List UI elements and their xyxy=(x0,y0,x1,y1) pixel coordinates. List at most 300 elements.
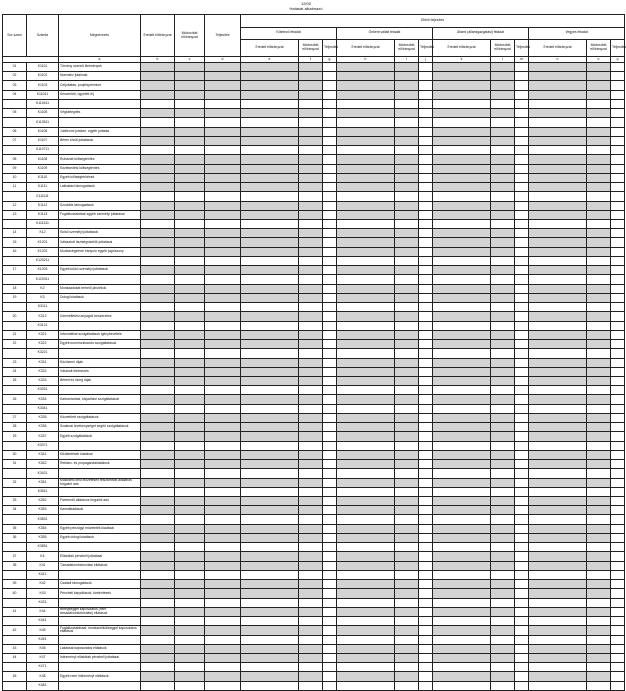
value-cell xyxy=(241,219,299,228)
value-cell xyxy=(419,376,433,385)
table-row xyxy=(3,99,625,108)
value-cell xyxy=(587,118,611,127)
value-cell xyxy=(419,229,433,238)
value-cell xyxy=(299,367,323,376)
value-cell xyxy=(241,487,299,496)
row-number xyxy=(3,635,27,644)
value-cell xyxy=(241,386,299,395)
value-cell xyxy=(529,63,587,72)
value-cell xyxy=(529,99,587,108)
header-group-3: Állami (államigazgatási) feladat xyxy=(433,27,529,40)
value-cell xyxy=(141,580,175,589)
value-cell xyxy=(337,367,395,376)
value-cell xyxy=(241,413,299,422)
value-cell xyxy=(395,136,419,145)
value-cell xyxy=(515,349,529,358)
value-cell xyxy=(611,617,625,626)
row-name: Normatív jutalmak xyxy=(59,72,141,81)
row-number: 16 xyxy=(3,247,27,256)
row-number xyxy=(3,515,27,524)
value-cell xyxy=(491,524,515,533)
value-cell xyxy=(299,127,323,136)
row-name: Egyéb szolgáltatások xyxy=(59,432,141,441)
value-cell xyxy=(205,533,241,542)
value-cell xyxy=(395,219,419,228)
value-cell xyxy=(175,580,205,589)
value-cell xyxy=(299,487,323,496)
row-code: K1101 xyxy=(27,63,59,72)
value-cell xyxy=(323,136,337,145)
value-cell xyxy=(323,487,337,496)
header-sub-sub-b: Módosított előirányzat xyxy=(587,40,611,57)
value-cell xyxy=(587,681,611,690)
value-cell xyxy=(395,367,419,376)
value-cell xyxy=(587,580,611,589)
value-cell xyxy=(419,432,433,441)
value-cell xyxy=(205,515,241,524)
value-cell xyxy=(515,303,529,312)
value-cell xyxy=(299,340,323,349)
value-cell xyxy=(515,617,529,626)
value-cell xyxy=(395,561,419,570)
value-cell xyxy=(141,506,175,515)
value-cell xyxy=(205,109,241,118)
row-name: Lakással kapcsolatos ellátások xyxy=(59,644,141,653)
value-cell xyxy=(491,90,515,99)
value-cell xyxy=(587,183,611,192)
value-cell xyxy=(205,644,241,653)
row-name: Kiküldetések kiadásai xyxy=(59,450,141,459)
value-cell xyxy=(395,423,419,432)
value-cell xyxy=(515,367,529,376)
value-cell xyxy=(299,312,323,321)
value-cell xyxy=(299,654,323,663)
value-cell xyxy=(433,229,491,238)
value-cell xyxy=(241,395,299,404)
value-cell xyxy=(395,478,419,487)
table-row xyxy=(3,423,625,432)
value-cell xyxy=(529,155,587,164)
value-cell xyxy=(433,349,491,358)
value-cell xyxy=(205,672,241,681)
row-name: Bérleti és lízing díjak xyxy=(59,376,141,385)
value-cell xyxy=(323,515,337,524)
row-name: Szakmai tevékenységet segítő szolgáltatások xyxy=(59,423,141,432)
value-cell xyxy=(395,626,419,635)
value-cell xyxy=(529,275,587,284)
row-number xyxy=(3,219,27,228)
value-cell xyxy=(529,146,587,155)
value-cell xyxy=(433,469,491,478)
value-cell xyxy=(141,321,175,330)
value-cell xyxy=(515,561,529,570)
value-cell xyxy=(205,441,241,450)
table-row xyxy=(3,543,625,552)
value-cell xyxy=(175,663,205,672)
value-cell xyxy=(395,109,419,118)
row-name xyxy=(59,99,141,108)
row-number: 44 xyxy=(3,654,27,663)
value-cell xyxy=(515,607,529,616)
value-cell xyxy=(433,219,491,228)
table-row xyxy=(3,284,625,293)
value-cell xyxy=(323,340,337,349)
value-cell xyxy=(433,386,491,395)
value-cell xyxy=(433,580,491,589)
value-cell xyxy=(395,395,419,404)
value-cell xyxy=(515,146,529,155)
row-code: K1202 xyxy=(27,247,59,256)
value-cell xyxy=(395,607,419,616)
value-cell xyxy=(395,118,419,127)
value-cell xyxy=(529,127,587,136)
table-row xyxy=(3,469,625,478)
value-cell xyxy=(433,275,491,284)
value-cell xyxy=(337,72,395,81)
value-cell xyxy=(491,266,515,275)
value-cell xyxy=(515,275,529,284)
table-row xyxy=(3,617,625,626)
value-cell xyxy=(175,395,205,404)
value-cell xyxy=(141,681,175,690)
row-number: 39 xyxy=(3,580,27,589)
value-cell xyxy=(299,146,323,155)
value-cell xyxy=(395,681,419,690)
value-cell xyxy=(241,330,299,339)
value-cell xyxy=(529,681,587,690)
value-cell xyxy=(175,524,205,533)
value-cell xyxy=(323,127,337,136)
value-cell xyxy=(337,275,395,284)
value-cell xyxy=(141,109,175,118)
row-number xyxy=(3,99,27,108)
value-cell xyxy=(337,247,395,256)
row-code: K1113 xyxy=(27,210,59,219)
value-cell xyxy=(419,210,433,219)
value-cell xyxy=(299,90,323,99)
row-name xyxy=(59,543,141,552)
value-cell xyxy=(515,423,529,432)
value-cell xyxy=(175,127,205,136)
value-cell xyxy=(529,543,587,552)
row-name: Dologi kiadások xyxy=(59,293,141,302)
value-cell xyxy=(529,312,587,321)
row-code: K336 xyxy=(27,423,59,432)
value-cell xyxy=(175,146,205,155)
value-cell xyxy=(205,275,241,284)
value-cell xyxy=(515,376,529,385)
value-cell xyxy=(299,256,323,265)
row-name xyxy=(59,219,141,228)
value-cell xyxy=(491,386,515,395)
value-cell xyxy=(175,183,205,192)
value-cell xyxy=(175,376,205,385)
value-cell xyxy=(611,570,625,579)
table-row xyxy=(3,570,625,579)
value-cell xyxy=(337,561,395,570)
value-cell xyxy=(323,275,337,284)
value-cell xyxy=(529,266,587,275)
value-cell xyxy=(395,672,419,681)
value-cell xyxy=(491,552,515,561)
value-cell xyxy=(241,681,299,690)
value-cell xyxy=(515,63,529,72)
value-cell xyxy=(337,644,395,653)
row-code: K110711 xyxy=(27,146,59,155)
value-cell xyxy=(337,395,395,404)
value-cell xyxy=(175,515,205,524)
value-cell xyxy=(611,349,625,358)
row-name: Munkaadókat terhelő járulékok xyxy=(59,284,141,293)
value-cell xyxy=(299,423,323,432)
value-cell xyxy=(323,607,337,616)
value-cell xyxy=(323,432,337,441)
value-cell xyxy=(587,321,611,330)
table-row xyxy=(3,183,625,192)
value-cell xyxy=(323,469,337,478)
value-cell xyxy=(175,275,205,284)
value-cell xyxy=(419,247,433,256)
table-row xyxy=(3,515,625,524)
value-cell xyxy=(587,570,611,579)
row-code: K337 xyxy=(27,432,59,441)
value-cell xyxy=(337,552,395,561)
value-cell xyxy=(395,432,419,441)
value-cell xyxy=(205,469,241,478)
value-cell xyxy=(299,173,323,182)
value-cell xyxy=(529,441,587,450)
table-row xyxy=(3,330,625,339)
value-cell xyxy=(611,450,625,459)
value-cell xyxy=(587,330,611,339)
value-cell xyxy=(337,487,395,496)
value-cell xyxy=(141,607,175,616)
value-cell xyxy=(419,192,433,201)
value-cell xyxy=(587,72,611,81)
value-cell xyxy=(419,487,433,496)
value-cell xyxy=(205,210,241,219)
value-cell xyxy=(323,404,337,413)
row-code: K471 xyxy=(27,663,59,672)
value-cell xyxy=(175,460,205,469)
value-cell xyxy=(205,561,241,570)
value-cell xyxy=(205,423,241,432)
value-cell xyxy=(515,395,529,404)
row-name: Közvetített szolgáltatások xyxy=(59,413,141,422)
header-sub-sub-a: Eredeti előirányzat xyxy=(433,40,491,57)
value-cell xyxy=(241,284,299,293)
row-name: Közlekedési költségtérítés xyxy=(59,164,141,173)
value-cell xyxy=(175,561,205,570)
value-cell xyxy=(433,312,491,321)
value-cell xyxy=(587,497,611,506)
value-cell xyxy=(141,386,175,395)
value-cell xyxy=(205,552,241,561)
row-name: Jubileumi jutalom, egyéb juttatás xyxy=(59,127,141,136)
column-index: j xyxy=(419,57,433,63)
value-cell xyxy=(205,497,241,506)
value-cell xyxy=(175,598,205,607)
value-cell xyxy=(141,626,175,635)
row-code: K321 xyxy=(27,330,59,339)
value-cell xyxy=(337,533,395,542)
value-cell xyxy=(515,136,529,145)
value-cell xyxy=(141,219,175,228)
row-number xyxy=(3,275,27,284)
table-row xyxy=(3,256,625,265)
value-cell xyxy=(515,164,529,173)
value-cell xyxy=(323,303,337,312)
value-cell xyxy=(299,570,323,579)
value-cell xyxy=(419,173,433,182)
value-cell xyxy=(515,450,529,459)
report-titles xyxy=(0,1,612,11)
value-cell xyxy=(515,219,529,228)
value-cell xyxy=(419,617,433,626)
row-name: Működési célú előzetesen felszámított általános forgalmi adó xyxy=(59,478,141,487)
value-cell xyxy=(395,192,419,201)
row-number: 27 xyxy=(3,413,27,422)
value-cell xyxy=(433,617,491,626)
value-cell xyxy=(299,681,323,690)
value-cell xyxy=(529,423,587,432)
table-row xyxy=(3,654,625,663)
value-cell xyxy=(241,303,299,312)
value-cell xyxy=(611,367,625,376)
value-cell xyxy=(587,136,611,145)
value-cell xyxy=(491,626,515,635)
header-sub-sub-c: Teljesítés xyxy=(611,40,625,57)
row-number: 26 xyxy=(3,395,27,404)
value-cell xyxy=(141,164,175,173)
table-row xyxy=(3,386,625,395)
value-cell xyxy=(205,617,241,626)
row-name: Egyéb dologi kiadások xyxy=(59,533,141,542)
value-cell xyxy=(175,284,205,293)
value-cell xyxy=(205,146,241,155)
value-cell xyxy=(611,164,625,173)
value-cell xyxy=(241,423,299,432)
row-code: K47 xyxy=(27,654,59,663)
value-cell xyxy=(205,524,241,533)
value-cell xyxy=(395,266,419,275)
value-cell xyxy=(587,192,611,201)
value-cell xyxy=(395,570,419,579)
value-cell xyxy=(611,201,625,210)
value-cell xyxy=(337,404,395,413)
value-cell xyxy=(491,81,515,90)
value-cell xyxy=(491,238,515,247)
row-name: Ellátottak pénzbeli juttatásai xyxy=(59,552,141,561)
value-cell xyxy=(241,497,299,506)
table-row xyxy=(3,63,625,72)
value-cell xyxy=(587,155,611,164)
value-cell xyxy=(529,598,587,607)
value-cell xyxy=(419,303,433,312)
row-code: K332 xyxy=(27,367,59,376)
row-number xyxy=(3,192,27,201)
report-subtitle: Hatását alkalmazó xyxy=(289,6,323,11)
value-cell xyxy=(395,340,419,349)
value-cell xyxy=(395,358,419,367)
value-cell xyxy=(299,118,323,127)
value-cell xyxy=(587,644,611,653)
value-cell xyxy=(419,533,433,542)
value-cell xyxy=(175,247,205,256)
value-cell xyxy=(433,524,491,533)
value-cell xyxy=(611,533,625,542)
value-cell xyxy=(323,238,337,247)
row-code: K1108 xyxy=(27,155,59,164)
value-cell xyxy=(205,321,241,330)
value-cell xyxy=(611,99,625,108)
value-cell xyxy=(515,109,529,118)
value-cell xyxy=(337,340,395,349)
value-cell xyxy=(515,210,529,219)
value-cell xyxy=(433,90,491,99)
value-cell xyxy=(241,210,299,219)
row-number xyxy=(3,543,27,552)
value-cell xyxy=(491,460,515,469)
value-cell xyxy=(241,81,299,90)
row-code: K3511 xyxy=(27,487,59,496)
value-cell xyxy=(323,63,337,72)
value-cell xyxy=(529,580,587,589)
value-cell xyxy=(587,607,611,616)
value-cell xyxy=(141,284,175,293)
value-cell xyxy=(205,487,241,496)
row-number xyxy=(3,469,27,478)
value-cell xyxy=(205,99,241,108)
value-cell xyxy=(515,635,529,644)
row-code: K1105 xyxy=(27,109,59,118)
row-number: 40 xyxy=(3,589,27,598)
row-name xyxy=(59,469,141,478)
header-sub-sub-c: Teljesítés xyxy=(419,40,433,57)
value-cell xyxy=(395,173,419,182)
value-cell xyxy=(611,330,625,339)
row-number xyxy=(3,146,27,155)
value-cell xyxy=(337,293,395,302)
value-cell xyxy=(491,589,515,598)
row-code: K312 xyxy=(27,312,59,321)
value-cell xyxy=(205,173,241,182)
row-name xyxy=(59,256,141,265)
value-cell xyxy=(323,284,337,293)
value-cell xyxy=(299,644,323,653)
value-cell xyxy=(515,118,529,127)
value-cell xyxy=(433,109,491,118)
value-cell xyxy=(491,173,515,182)
table-row xyxy=(3,376,625,385)
value-cell xyxy=(587,543,611,552)
value-cell xyxy=(141,487,175,496)
row-number: 20 xyxy=(3,312,27,321)
row-name: Ruházati költségtérítés xyxy=(59,155,141,164)
value-cell xyxy=(515,183,529,192)
value-cell xyxy=(529,340,587,349)
value-cell xyxy=(175,72,205,81)
value-cell xyxy=(395,589,419,598)
value-cell xyxy=(337,441,395,450)
value-cell xyxy=(395,183,419,192)
value-cell xyxy=(529,524,587,533)
row-number: 30 xyxy=(3,450,27,459)
value-cell xyxy=(337,238,395,247)
value-cell xyxy=(205,506,241,515)
value-cell xyxy=(611,136,625,145)
value-cell xyxy=(241,367,299,376)
